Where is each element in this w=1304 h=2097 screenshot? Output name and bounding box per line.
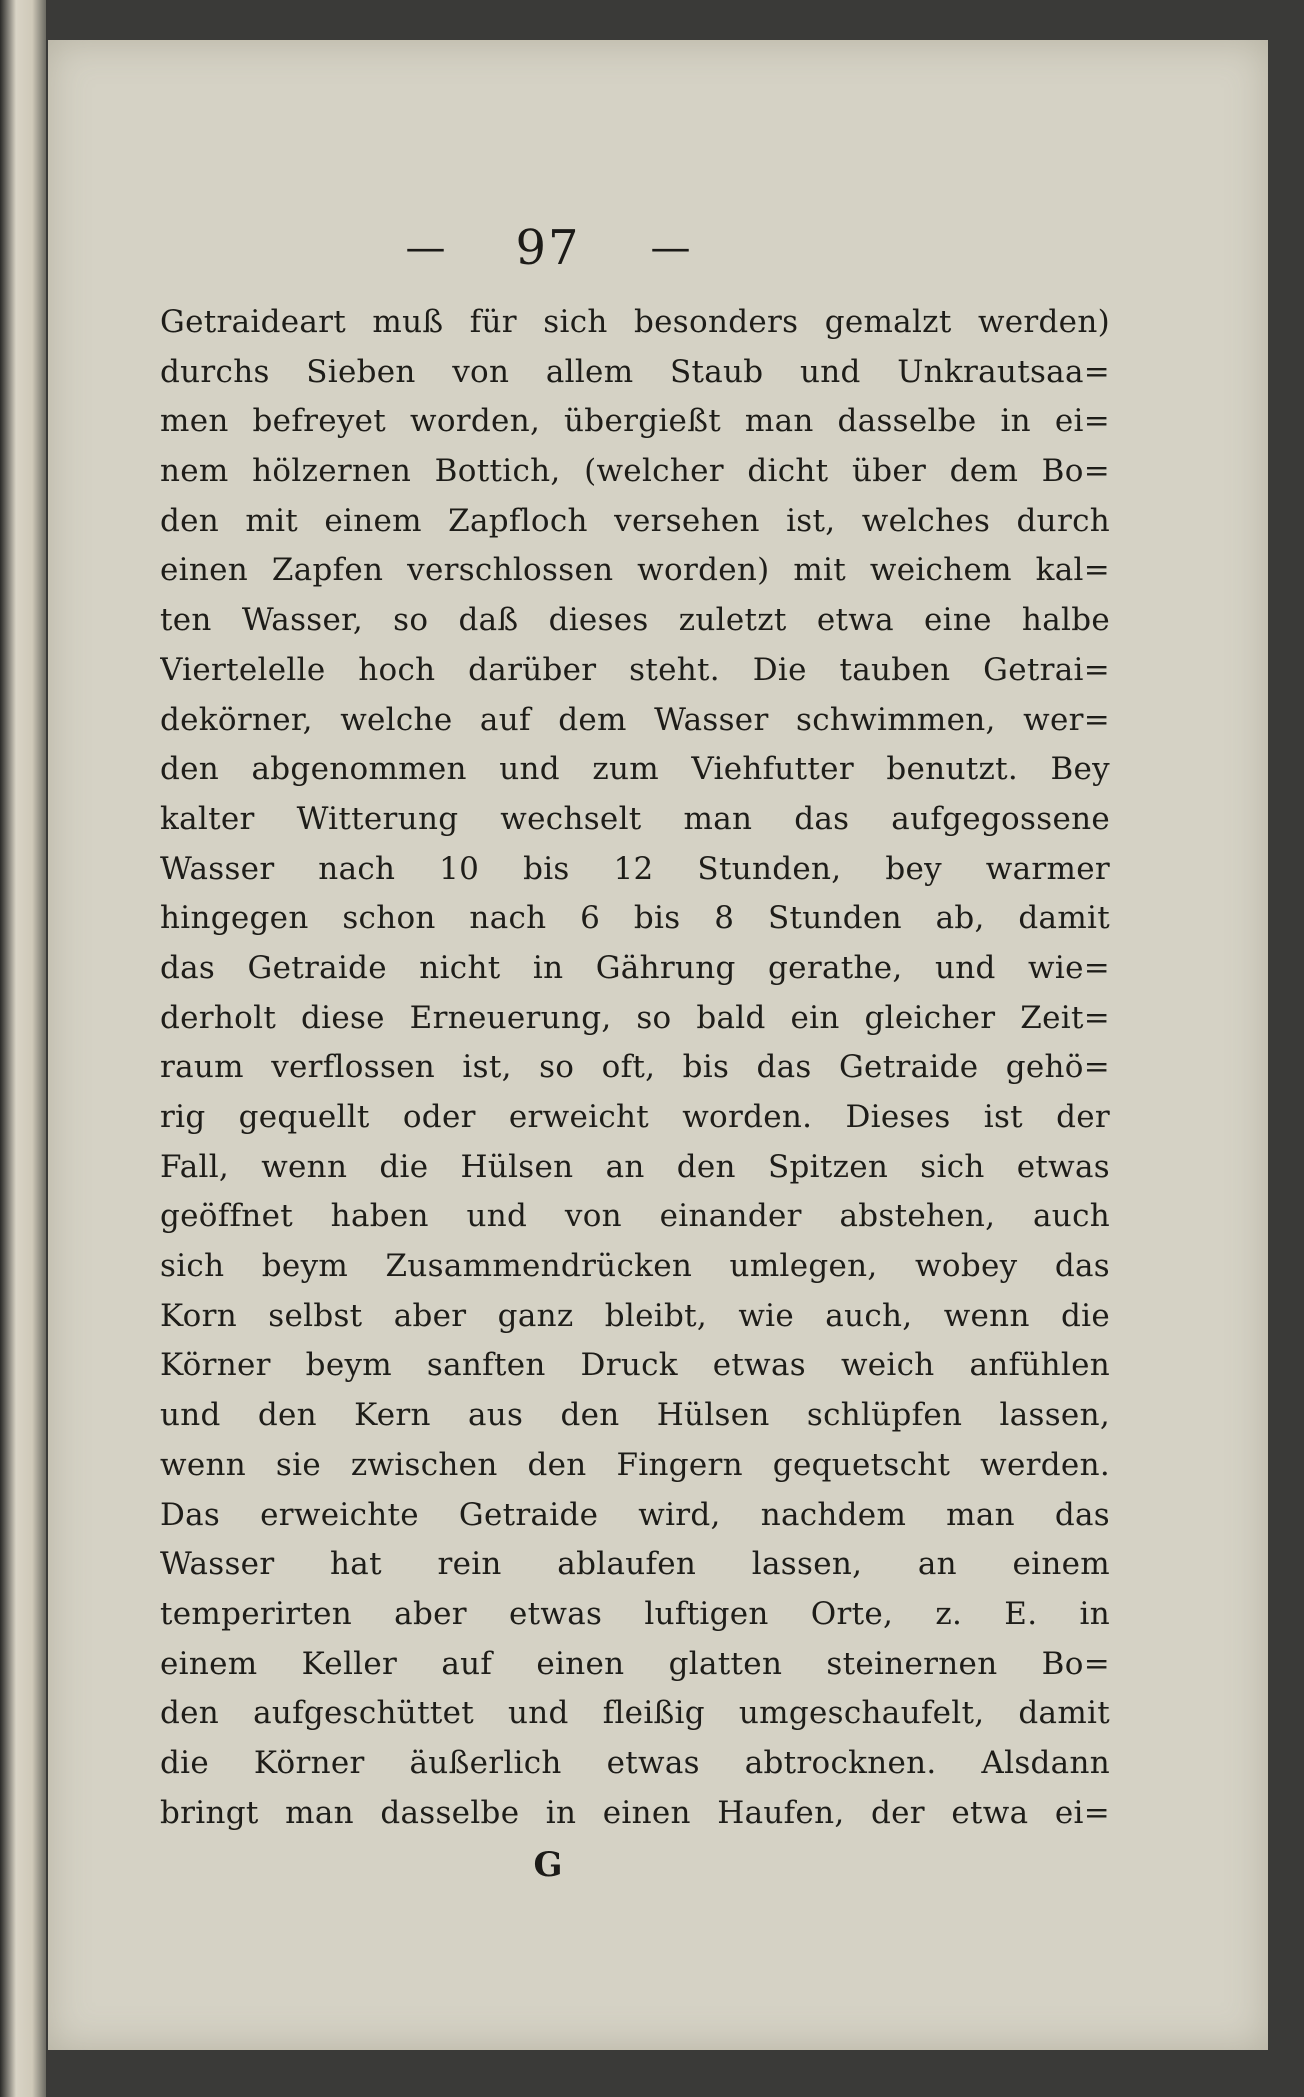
text-line: geöffnet haben und von einander abstehen, auch — [160, 1198, 1110, 1235]
text-line: einen Zapfen verschlossen worden) mit weichem kal= — [160, 552, 1110, 589]
text-line: nem hölzernen Bottich, (welcher dicht über dem Bo= — [160, 453, 1110, 490]
text-line: derholt diese Erneuerung, so bald ein gleicher Zeit= — [160, 999, 1110, 1036]
text-line: Getraideart muß für sich besonders gemalzt werden) — [160, 304, 1110, 340]
text-line: durchs Sieben von allem Staub und Unkrautsaa= — [160, 353, 1110, 390]
header-dash-left: — — [405, 225, 446, 271]
text-line: das Getraide nicht in Gährung gerathe, und wie= — [160, 949, 1110, 986]
text-line: Wasser nach 10 bis 12 Stunden, bey warmer — [160, 850, 1110, 887]
text-line: den mit einem Zapfloch versehen ist, welches durch — [160, 502, 1110, 539]
text-line: einem Keller auf einen glatten steinernen Bo= — [160, 1645, 1110, 1682]
text-line: die Körner äußerlich etwas abtrocknen. Alsdann — [160, 1744, 1110, 1781]
text-line: Das erweichte Getraide wird, nachdem man das — [160, 1496, 1110, 1533]
text-line: men befreyet worden, übergießt man dasselbe in ei= — [160, 403, 1110, 440]
page-header — [48, 218, 1048, 278]
text-line: hingegen schon nach 6 bis 8 Stunden ab, damit — [160, 900, 1110, 937]
text-line: wenn sie zwischen den Fingern gequetscht werden. — [160, 1446, 1110, 1483]
signature-mark: G — [533, 1845, 563, 1885]
text-line: Korn selbst aber ganz bleibt, wie auch, wenn die — [160, 1297, 1110, 1334]
book-page — [48, 40, 1268, 2050]
text-line: Fall, wenn die Hülsen an den Spitzen sich etwas — [160, 1148, 1110, 1185]
text-line: bringt man dasselbe in einen Haufen, der etwa ei= — [160, 1794, 1110, 1831]
text-line: kalter Witterung wechselt man das aufgegossene — [160, 800, 1110, 837]
book-spine — [0, 0, 46, 2097]
header-dash-right: — — [650, 225, 691, 271]
page-number: 97 — [515, 220, 581, 276]
text-line: dekörner, welche auf dem Wasser schwimmen, wer= — [160, 701, 1110, 738]
text-line: sich beym Zusammendrücken umlegen, wobey das — [160, 1248, 1110, 1285]
text-line: den aufgeschüttet und fleißig umgeschaufelt, damit — [160, 1695, 1110, 1732]
text-line: temperirten aber etwas luftigen Orte, z. E. in — [160, 1595, 1110, 1632]
text-line: Körner beym sanften Druck etwas weich anfühlen — [160, 1347, 1110, 1384]
text-line: raum verflossen ist, so oft, bis das Getraide gehö= — [160, 1049, 1110, 1086]
text-line: Wasser hat rein ablaufen lassen, an einem — [160, 1546, 1110, 1583]
text-line: ten Wasser, so daß dieses zuletzt etwa eine halbe — [160, 602, 1110, 639]
text-line: rig gequellt oder erweicht worden. Dieses ist der — [160, 1099, 1110, 1135]
text-line: und den Kern aus den Hülsen schlüpfen lassen, — [160, 1397, 1110, 1434]
text-line: den abgenommen und zum Viehfutter benutzt. Bey — [160, 751, 1110, 788]
body-text — [160, 298, 1110, 1838]
text-line: Viertelelle hoch darüber steht. Die tauben Getrai= — [160, 651, 1110, 688]
